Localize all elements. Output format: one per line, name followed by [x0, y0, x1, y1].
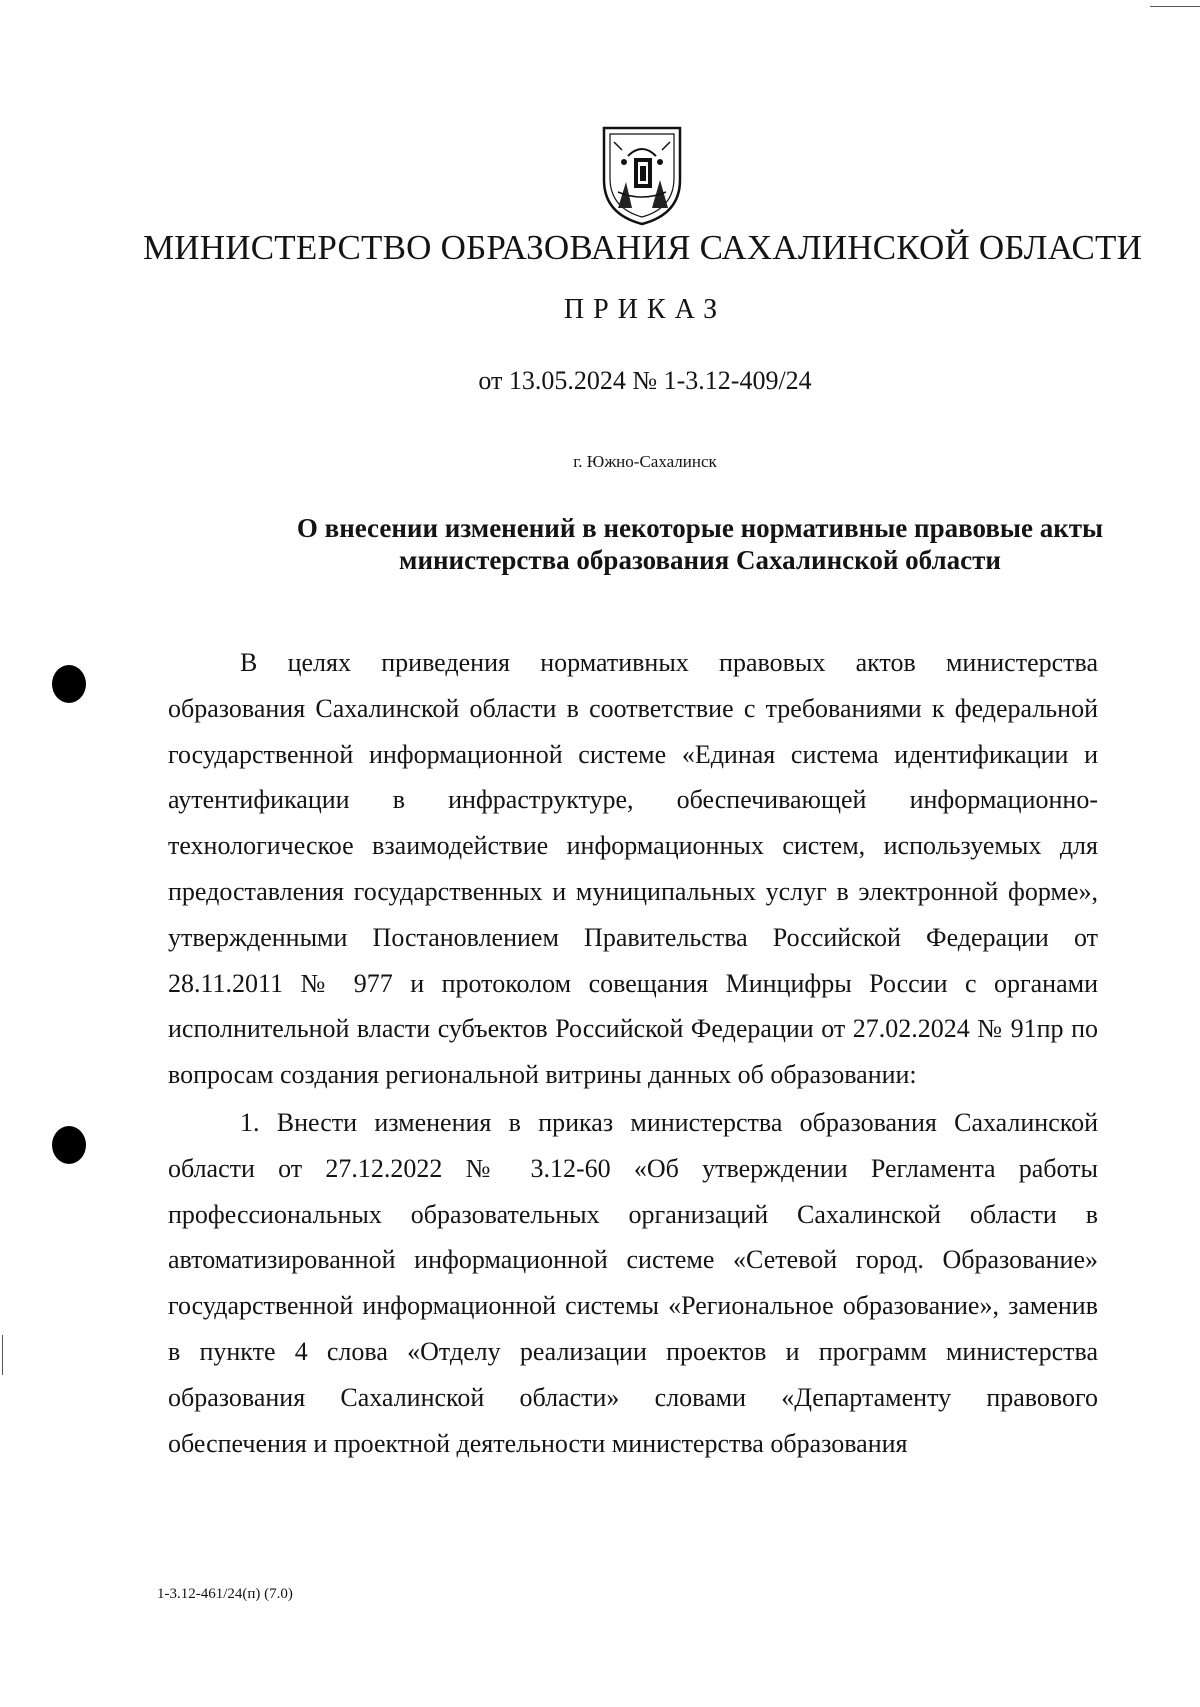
body-paragraph-preamble: В целях приведения нормативных правовых актов министерства образования Сахалинской области в соответствие с требованиями к федеральной государственной информационной системе «Единая система идентификации и аутентификации в инфраструктуре, обеспечивающей информационно-технологическое взаимодействие информационных систем, используемых для предоставления государственных и муниципальных услуг в электронной форме», утвержденными Постановлением Правительства Российской Федерации от 28.11.2011 № 977 и протоколом совещания Минцифры России с органами исполнительной власти субъектов Российской Федерации от 27.02.2024 № 91пр по вопросам создания региональной витрины данных об образовании:	[168, 648, 1098, 1090]
document-title-line-2: министерства образования Сахалинской области	[399, 545, 1001, 575]
punch-hole-bottom	[52, 1126, 86, 1164]
document-date-number: от 13.05.2024 № 1-3.12-409/24	[478, 366, 812, 395]
scan-edge-mark-left	[2, 1335, 3, 1375]
document-city: г. Южно-Сахалинск	[573, 452, 717, 471]
document-title	[200, 512, 1200, 576]
footer-document-code: 1-3.12-461/24(п) (7.0)	[157, 1586, 293, 1602]
scan-edge-mark-top	[1150, 6, 1200, 7]
punch-hole-top	[52, 665, 86, 703]
ministry-name: МИНИСТЕРСТВО ОБРАЗОВАНИЯ САХАЛИНСКОЙ ОБЛАСТИ	[142, 228, 1143, 267]
body-paragraph-item-1: 1. Внести изменения в приказ министерства образования Сахалинской области от 27.12.2022 № 3.12-60 «Об утверждении Регламента работы профессиональных образовательных организаций Сахалинской области в автоматизированной информационной системе «Сетевой город. Образование» государственной информационной системы «Региональное образование», заменив в пункте 4 слова «Отделу реализации проектов и программ министерства образования Сахалинской области» словами «Департаменту правового обеспечения и проектной деятельности министерства образования	[168, 1107, 1098, 1458]
document-type: ПРИКАЗ	[563, 294, 727, 325]
document-title-line-1: О внесении изменений в некоторые нормативные правовые акты	[296, 513, 1104, 543]
document-body	[168, 640, 1098, 1466]
sakhalin-coat-of-arms-icon	[598, 122, 686, 228]
